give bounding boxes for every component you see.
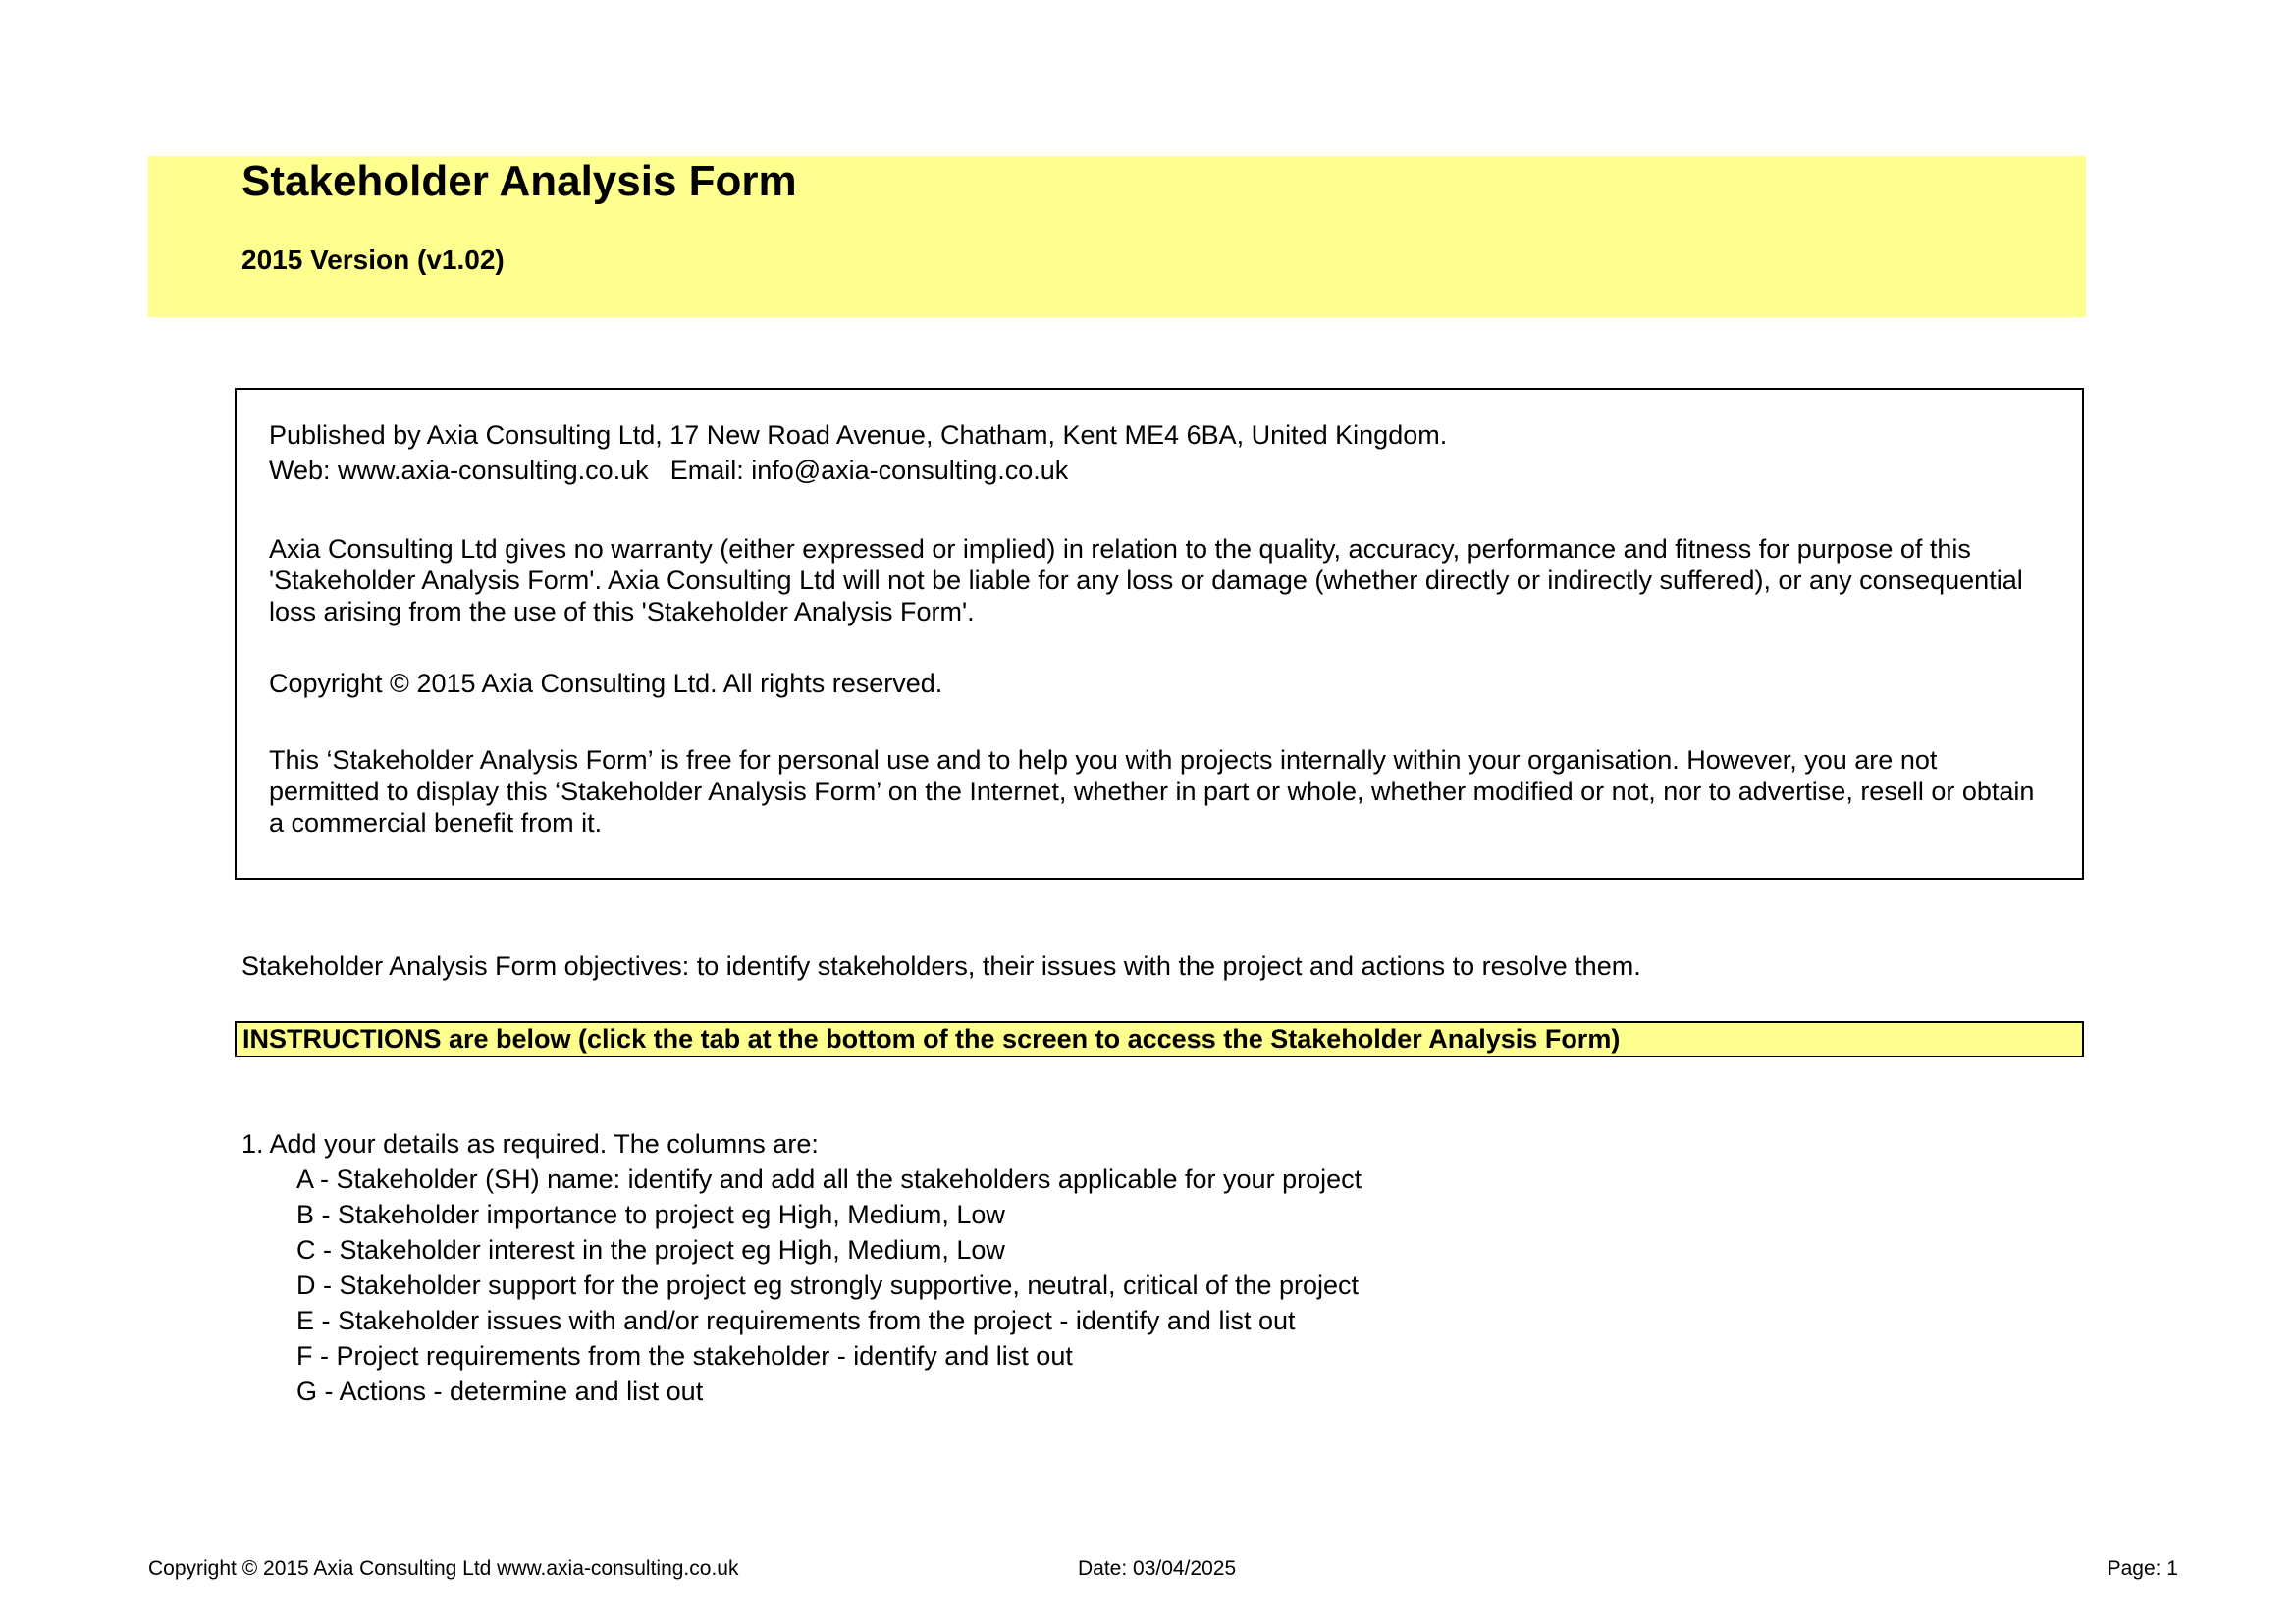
column-item-g: G - Actions - determine and list out [296,1377,704,1406]
contact-line [269,455,2053,486]
column-item-c: C - Stakeholder interest in the project eg High, Medium, Low [296,1235,1005,1265]
publisher-line: Published by Axia Consulting Ltd, 17 New Road Avenue, Chatham, Kent ME4 6BA, United Kingdom. [269,420,1448,450]
usage-terms: This ‘Stakeholder Analysis Form’ is free for personal use and to help you with projects internally within your organisation. However, you are not permitted to display this ‘Stakeholder Analysis Form’ on the Internet, whether in part or whole, whether modified or not, nor to advertise, resell or obtain a commercial benefit from it. [269,745,2035,838]
column-item-e: E - Stakeholder issues with and/or requirements from the project - identify and list out [296,1306,1296,1335]
footer-date: Date: 03/04/2025 [1078,1557,1237,1580]
version-label: 2015 Version (v1.02) [241,244,505,275]
column-item-f: F - Project requirements from the stakeholder - identify and list out [296,1341,1073,1371]
footer-page-number: Page: 1 [2107,1557,2178,1580]
footer-copyright: Copyright © 2015 Axia Consulting Ltd www.axia-consulting.co.uk [148,1557,739,1580]
column-item-a: A - Stakeholder (SH) name: identify and add all the stakeholders applicable for your project [296,1164,1362,1194]
column-item-d: D - Stakeholder support for the project eg strongly supportive, neutral, critical of the project [296,1271,1360,1300]
instructions-banner: INSTRUCTIONS are below (click the tab at the bottom of the screen to access the Stakeholder Analysis Form) [235,1021,2084,1057]
web-address: Web: www.axia-consulting.co.uk [269,456,649,485]
page-title: Stakeholder Analysis Form [241,157,797,205]
publisher-info-box [235,388,2084,880]
email-address: Email: info@axia-consulting.co.uk [669,456,1069,485]
objectives-text: Stakeholder Analysis Form objectives: to identify stakeholders, their issues with the project and actions to resolve them. [241,951,1641,981]
warranty-disclaimer: Axia Consulting Ltd gives no warranty (either expressed or implied) in relation to the quality, accuracy, performance and fitness for purpose of this 'Stakeholder Analysis Form'. Axia Consulting Ltd will not be liable for any loss or damage (whether directly or indirectly suffered), or any consequential loss arising from the use of this 'Stakeholder Analysis Form'. [269,534,2023,626]
column-item-b: B - Stakeholder importance to project eg High, Medium, Low [296,1200,1005,1229]
instructions-list [241,1126,1362,1409]
copyright-notice: Copyright © 2015 Axia Consulting Ltd. All rights reserved. [269,669,943,698]
step-intro: 1. Add your details as required. The columns are: [241,1129,819,1159]
header-band [148,156,2086,317]
